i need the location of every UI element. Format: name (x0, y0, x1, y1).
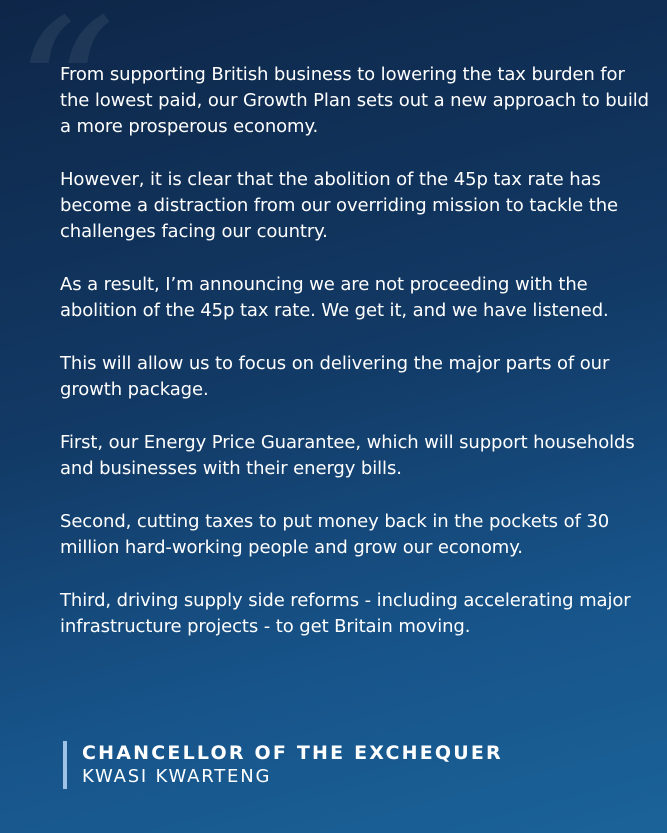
statement-body (60, 62, 650, 667)
quote-mark-icon: “ (14, 0, 117, 210)
statement-paragraph: First, our Energy Price Guarantee, which will support households and businesses with their energy bills. (60, 432, 635, 479)
signature-accent-bar (63, 741, 67, 789)
statement-paragraph: However, it is clear that the abolition of the 45p tax rate has become a distraction from our overriding mission to tackle the challenges facing our country. (60, 169, 619, 242)
statement-paragraph: Third, driving supply side reforms - including accelerating major infrastructure projects - to get Britain moving. (60, 590, 631, 637)
statement-paragraph: From supporting British business to lowering the tax burden for the lowest paid, our Growth Plan sets out a new approach to build a more prosperous economy. (60, 64, 649, 137)
statement-paragraph: This will allow us to focus on delivering the major parts of our growth package. (60, 353, 610, 400)
statement-paragraph: Second, cutting taxes to put money back in the pockets of 30 million hard-working people and grow our economy. (60, 511, 610, 558)
signature-title: CHANCELLOR OF THE EXCHEQUER (82, 742, 503, 764)
signature-name: KWASI KWARTENG (82, 766, 272, 787)
signature-block (63, 741, 503, 789)
signature-text (82, 741, 503, 789)
statement-paragraph: As a result, I’m announcing we are not proceeding with the abolition of the 45p tax rate. We get it, and we have listened. (60, 274, 609, 321)
